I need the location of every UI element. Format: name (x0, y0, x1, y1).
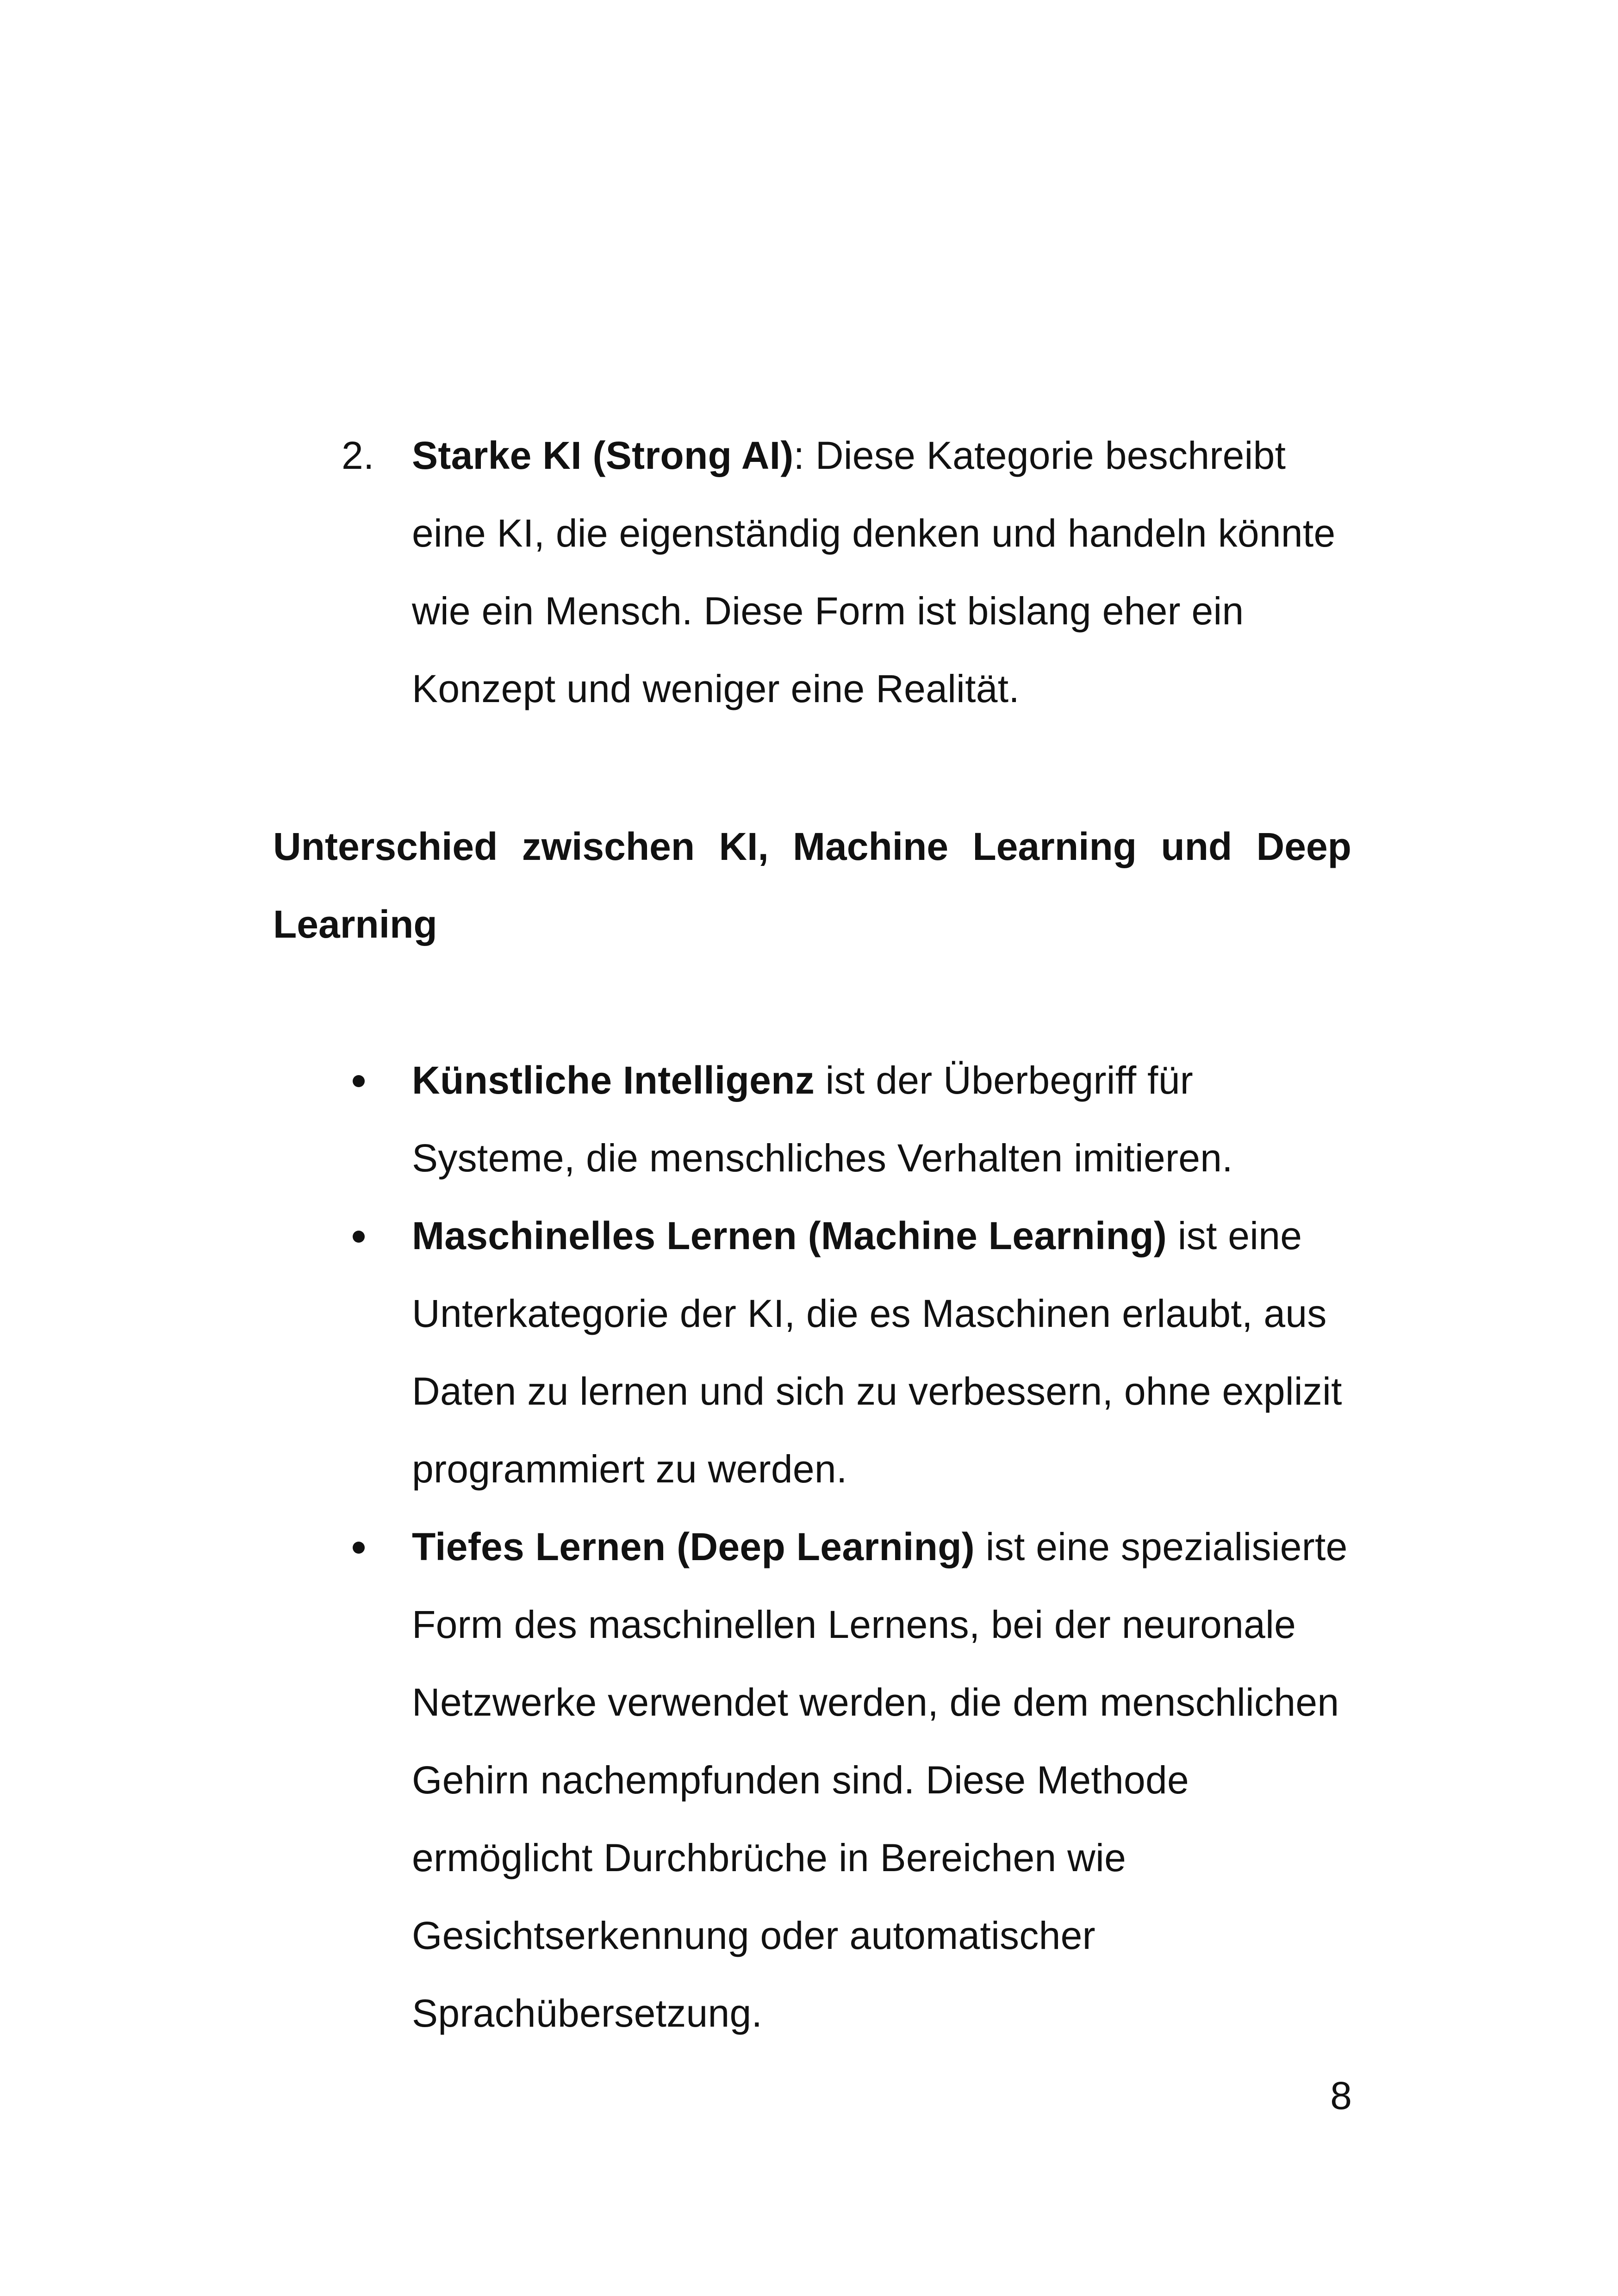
bullet-description: ist eine Unterkategorie der KI, die es Maschinen erlaubt, aus Daten zu lernen und sich zu verbessern, ohne explizit programmiert zu werden. (412, 1214, 1342, 1491)
bullet-list (273, 1041, 1361, 2052)
bullet-icon (345, 1041, 373, 1119)
bullet-description: ist eine spezialisierte Form des maschinellen Lernens, bei der neuronale Netzwerke verwendet werden, die dem menschlichen Gehirn nachempfunden sind. Diese Methode ermöglicht Durchbrüche in Bereichen wie Gesichtserkennung oder automatischer Sprachübersetzung. (412, 1525, 1348, 2035)
section-heading: Unterschied zwischen KI, Machine Learning und Deep Learning (273, 825, 1351, 946)
bullet-term: Maschinelles Lernen (Machine Learning) (412, 1214, 1167, 1257)
list-item-description: Diese Kategorie beschreibt eine KI, die eigenständig denken und handeln könnte wie ein Mensch. Diese Form ist bislang eher ein Konzept und weniger eine Realität. (412, 434, 1336, 710)
page-number: 8 (1330, 2074, 1352, 2117)
bullet-item-body (412, 1041, 1361, 1197)
bullet-item-body (412, 1508, 1361, 2052)
bullet-item-ki (273, 1041, 1361, 1197)
bullet-item-machine-learning (273, 1197, 1361, 1508)
bullet-term: Tiefes Lernen (Deep Learning) (412, 1525, 975, 1568)
list-item-term: Starke KI (Strong AI) (412, 434, 794, 477)
bullet-description: ist der Überbegriff für Systeme, die menschliches Verhalten imitieren. (412, 1058, 1233, 1180)
list-item-body (412, 417, 1361, 728)
bullet-item-deep-learning (273, 1508, 1361, 2052)
list-item-colon: : (793, 434, 805, 477)
bullet-icon (345, 1508, 373, 1586)
bullet-icon (345, 1197, 373, 1275)
bullet-item-body (412, 1197, 1361, 1508)
list-number: 2. (342, 434, 374, 477)
numbered-list-item-2 (273, 417, 1361, 728)
bullet-term: Künstliche Intelligenz (412, 1058, 815, 1102)
